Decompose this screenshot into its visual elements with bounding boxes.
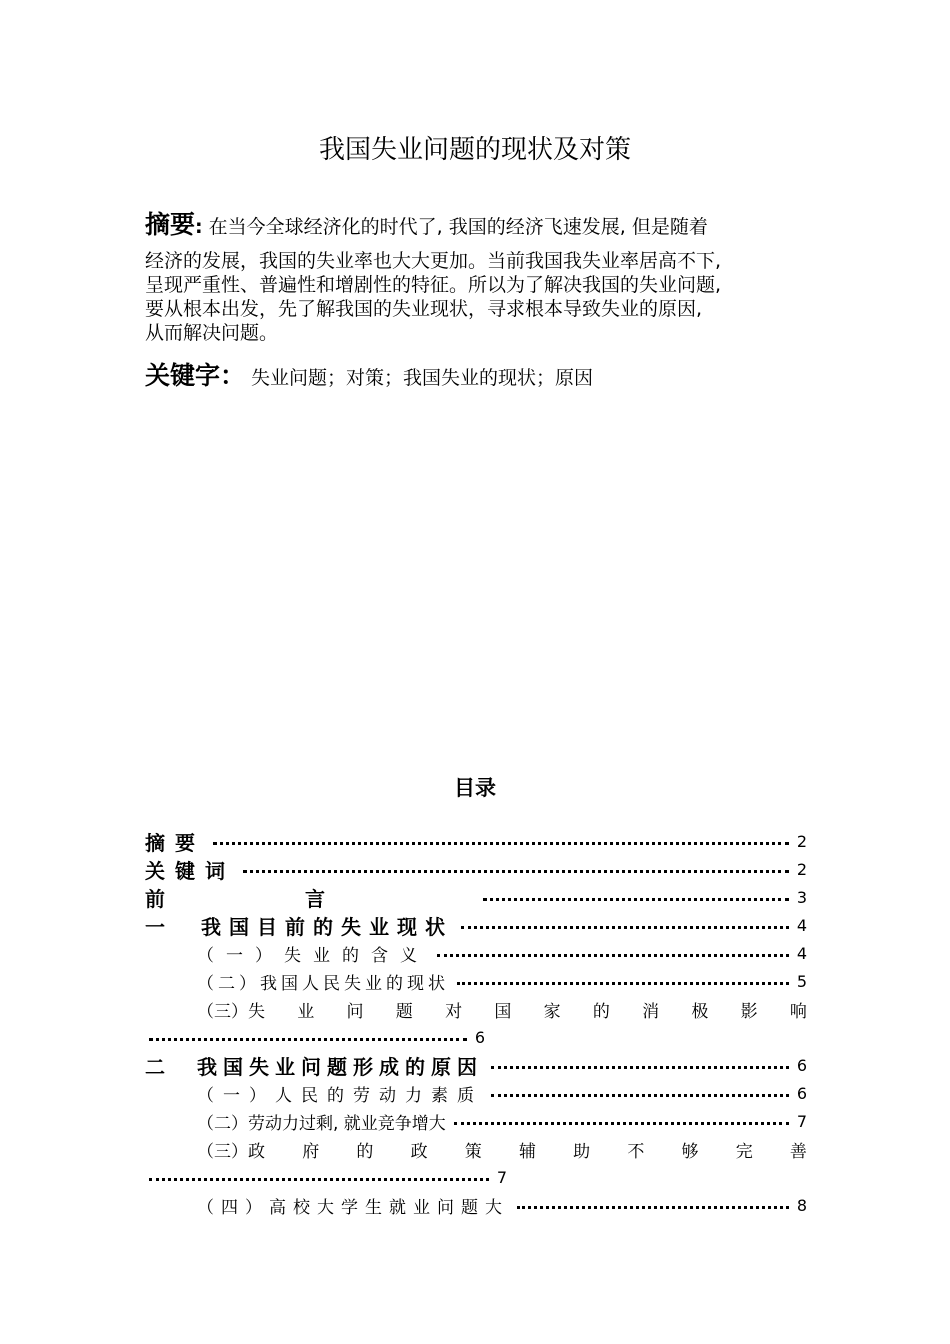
toc-entry-page: 6 [796,1083,807,1103]
toc-entry-label [145,883,475,912]
toc-entry[interactable] [145,967,807,995]
toc-leader-dots [491,1094,789,1097]
keywords-text: 失业问题；对策；我国失业的现状；原因 [251,367,594,389]
toc-entry[interactable] [145,939,807,967]
toc-entry-label [145,997,807,1022]
toc-entry-label: （一）失业的含义 [197,945,429,966]
toc-label-char: 极 [691,1001,709,1022]
toc-entry-page: 7 [796,1111,807,1131]
toc-label-char: 策 [464,1141,482,1162]
toc-entry-label: 二 我国失业问题形成的原因 [145,1054,483,1079]
toc-leader-dots [517,1206,789,1209]
toc-label-char: 家 [543,1001,561,1022]
toc-leader-dots [149,1038,467,1041]
toc-entry-label: （二）劳动力过剩, 就业竞争增大 [197,1113,446,1134]
toc-entry[interactable] [145,1135,807,1163]
toc-label-char: 响 [789,1001,807,1022]
toc-title: 目录 [454,776,496,800]
toc-leader-dots [213,842,789,845]
toc-entry[interactable] [145,855,807,883]
toc-entry-label: （一）人民的劳动力素质 [197,1085,483,1106]
toc-entry-page: 4 [796,915,807,935]
toc-label-char: 政 [410,1141,428,1162]
toc-entry-page: 2 [796,859,807,879]
abstract-label: 摘要 [145,210,196,239]
abstract-text-line-1: 在当今全球经济化的时代了, 我国的经济飞速发展, 但是随着 [208,216,708,238]
keywords-label: 关键字： [145,361,246,390]
toc-label-char: 不 [627,1141,645,1162]
toc-label-char: 助 [573,1141,591,1162]
toc-entry-page: 6 [796,1055,807,1075]
toc-leader-dots [243,870,789,873]
toc-label-char: 问 [346,1001,364,1022]
keywords-section [145,360,593,394]
toc-entry-continuation[interactable] [145,1163,507,1191]
abstract-text-line: 要从根本出发，先了解我国的失业现状，寻求根本导致失业的原因, [145,298,703,320]
toc-entry[interactable] [145,827,807,855]
toc-label-char: 业 [297,1001,315,1022]
abstract-body [145,249,825,345]
document-title: 我国失业问题的现状及对策 [318,135,631,165]
toc-label-char: 消 [642,1001,660,1022]
toc-entry-label: 摘要 [145,830,205,855]
toc-label-char: 国 [494,1001,512,1022]
toc-leader-dots [437,954,789,957]
toc-entry-page: 2 [796,831,807,851]
toc-entry-page: 5 [796,971,807,991]
toc-entry-page: 4 [796,943,807,963]
toc-label-char: 题 [395,1001,413,1022]
abstract-text-line: 呈现严重性、普遍性和增剧性的特征。所以为了解决我国的失业问题, [145,274,722,296]
toc-entry[interactable] [145,1079,807,1107]
abstract-first-line [145,205,825,247]
toc-entry[interactable] [145,883,807,911]
toc-entry-label: 关键词 [145,858,235,883]
toc-entry-page: 6 [474,1027,485,1047]
toc-entry[interactable] [145,995,807,1023]
toc-label-char: 影 [740,1001,758,1022]
toc-entry-page: 8 [796,1195,807,1215]
abstract-text-line: 经济的发展，我国的失业率也大大更加。当前我国我失业率居高不下, [145,250,722,272]
toc-entry-label [145,1137,807,1162]
toc-label-char: 对 [445,1001,463,1022]
abstract-label-colon: : [195,216,203,238]
toc-label-char: （三）政 [197,1141,265,1162]
toc-label-char: 辅 [518,1141,536,1162]
toc-entry-label: （四）高校大学生就业问题大 [197,1197,509,1218]
toc-entry-label: （二）我国人民失业的现状 [197,973,449,994]
toc-leader-dots [457,982,789,985]
toc-entry[interactable] [145,911,807,939]
toc-label-char: 的 [356,1141,374,1162]
toc-entry[interactable] [145,1107,807,1135]
toc-label-char: 善 [789,1141,807,1162]
toc-entry-label-part: 言 [305,886,325,911]
abstract-section [145,205,825,345]
toc-entry-continuation[interactable] [145,1023,485,1051]
toc-leader-dots [454,1122,789,1125]
toc-entry[interactable] [145,1051,807,1079]
toc-label-char: 的 [592,1001,610,1022]
toc-label-char: （三）失 [197,1001,265,1022]
toc-leader-dots [483,898,789,901]
toc-leader-dots [491,1066,789,1069]
toc-entry[interactable] [145,1191,807,1219]
toc-leader-dots [149,1178,489,1181]
toc-leader-dots [461,926,789,929]
toc-entry-label-part: 前 [145,886,165,911]
toc-entry-label: 一 我国目前的失业现状 [145,914,453,939]
toc-label-char: 完 [735,1141,753,1162]
toc-entry-page: 7 [496,1167,507,1187]
abstract-text-line: 从而解决问题。 [145,322,279,344]
toc-label-char: 够 [681,1141,699,1162]
toc-entry-page: 3 [796,887,807,907]
toc-label-char: 府 [302,1141,320,1162]
